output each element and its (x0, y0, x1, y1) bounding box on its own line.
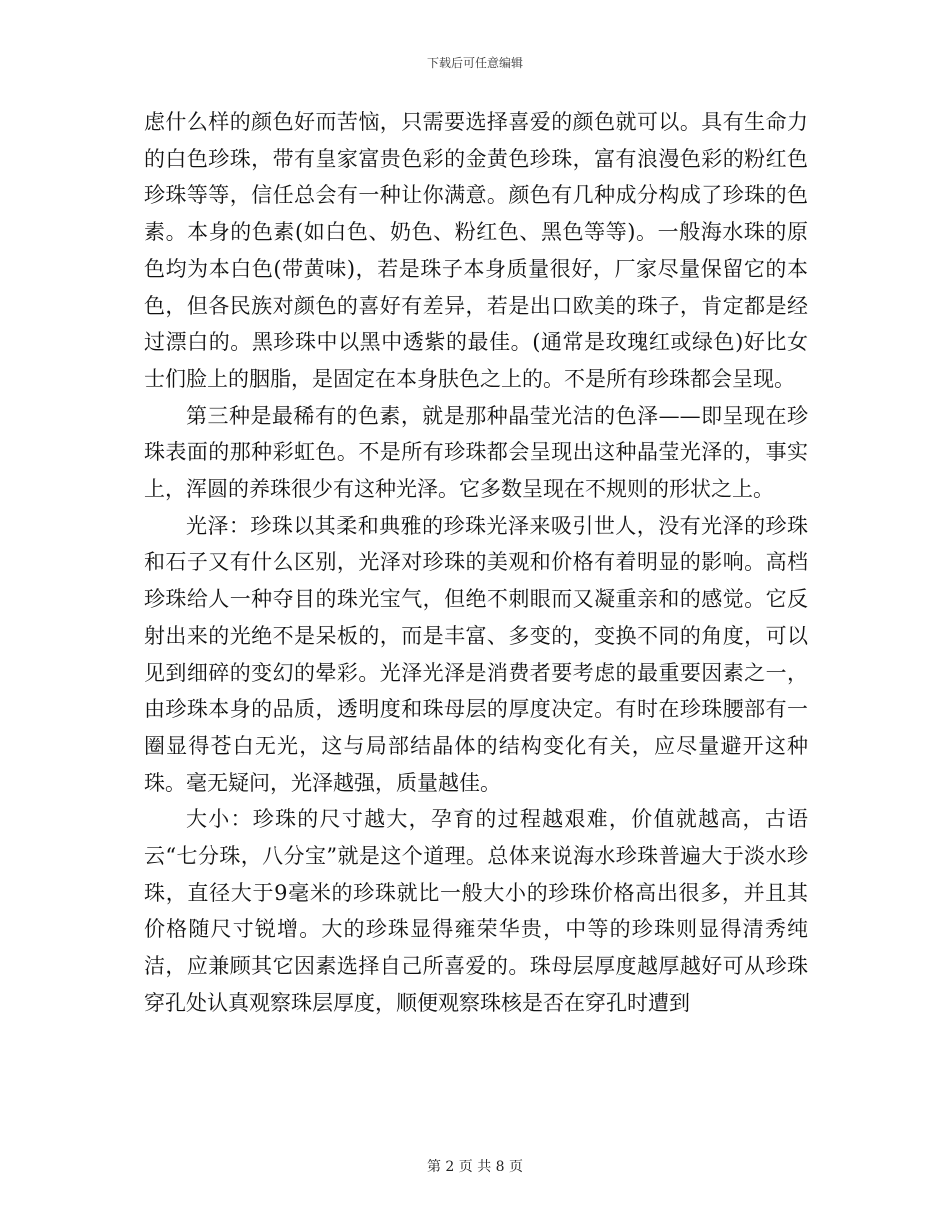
paragraph-size: 大小：珍珠的尺寸越大，孕育的过程越艰难，价值就越高，古语云“七分珠，八分宝”就是这个道理。总体来说海水珍珠普遍大于淡水珍珠，直径大于9毫米的珍珠就比一般大小的珍珠价格高出很多，并且其价格随尺寸锐增。大的珍珠显得雍荣华贵，中等的珍珠则显得清秀纯洁，应兼顾其它因素选择自己所喜爱的。珠母层厚度越厚越好可从珍珠穿孔处认真观察珠层厚度，顺便观察珠核是否在穿孔时遭到 (144, 807, 808, 1015)
paragraph-color-continued: 虑什么样的颜色好而苦恼，只需要选择喜爱的颜色就可以。具有生命力的白色珍珠，带有皇家富贵色彩的金黄色珍珠，富有浪漫色彩的粉红色珍珠等等，信任总会有一种让你满意。颜色有几种成分构成了珍珠的色素。本身的色素(如白色、奶色、粉红色、黑色等等)。一般海水珠的原色均为本白色(带黄味)，若是珠子本身质量很好，厂家尽量保留它的本色，但各民族对颜色的喜好有差异，若是出口欧美的珠子，肯定都是经过漂白的。黑珍珠中以黑中透紫的最佳。(通常是玫瑰红或绿色)好比女士们脸上的胭脂，是固定在本身肤色之上的。不是所有珍珠都会呈现。 (144, 110, 808, 391)
page-footer: 第 2 页 共 8 页 (426, 1159, 524, 1175)
paragraph-luster: 光泽：珍珠以其柔和典雅的珍珠光泽来吸引世人，没有光泽的珍珠和石子又有什么区别，光泽对珍珠的美观和价格有着明显的影响。高档珍珠给人一种夺目的珠光宝气，但绝不刺眼而又凝重亲和的感觉。它反射出来的光绝不是呆板的，而是丰富、多变的，变换不同的角度，可以见到细碎的变幻的晕彩。光泽光泽是消费者要考虑的最重要因素之一，由珍珠本身的品质，透明度和珠母层的厚度决定。有时在珍珠腰部有一圈显得苍白无光，这与局部结晶体的结构变化有关，应尽量避开这种珠。毫无疑问，光泽越强，质量越佳。 (144, 513, 808, 795)
page-header: 下载后可任意编辑 (426, 56, 523, 70)
document-body (144, 104, 808, 1022)
paragraph-third-pigment: 第三种是最稀有的色素，就是那种晶莹光洁的色泽——即呈现在珍珠表面的那种彩虹色。不是所有珍珠都会呈现出这种晶莹光泽的，事实上，浑圆的养珠很少有这种光泽。它多数呈现在不规则的形状之上。 (144, 403, 808, 502)
